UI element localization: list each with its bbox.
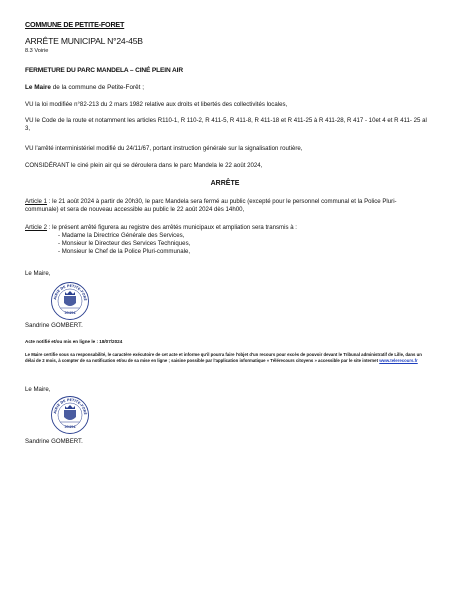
signature-title: Le Maire, bbox=[25, 270, 51, 277]
considerant: CONSIDÉRANT le ciné plein air qui se déroulera dans le parc Mandela le 22 août 2024, bbox=[25, 162, 263, 169]
article-1-label: Article 1 bbox=[25, 198, 48, 205]
article-1 bbox=[25, 198, 428, 214]
recipient-item: - Monsieur le Chef de la Police Pluri-communale, bbox=[58, 248, 191, 255]
document-subject: FERMETURE DU PARC MANDELA – CINÉ PLEIN AIR bbox=[25, 67, 183, 74]
seal-postal-code: 59494 bbox=[64, 311, 76, 315]
legal-notice-text: Le Maire certifie sous sa responsabilité, le caractère exécutoire de cet acte et informe qu'il pourra faire l'objet d'un recours pour excès de pouvoir devant le Tribunal administratif de Lille, dans un délai de 2 mois, à compter de sa notification et/ou de sa mise en ligne ; saisine possible par l'application informatique « Télérecours citoyens » accessible par le site internet bbox=[25, 352, 422, 363]
signature-title: Le Maire, bbox=[25, 386, 51, 393]
mayor-intro-rest: de la commune de Petite-Forêt ; bbox=[50, 84, 145, 91]
arrete-heading: ARRÊTE bbox=[210, 180, 240, 187]
seal-outer-text: AIRIE DE PETITE-FORÊ bbox=[53, 283, 88, 301]
visa-2: VU le Code de la route et notamment les articles R110-1, R 110-2, R 411-5, R 411-8, R 411-18 et R 411-25 à R 411-28, R 417 - 10et 4 et R 411- 25 al 3, bbox=[25, 117, 427, 132]
signatory-name: Sandrine GOMBERT. bbox=[25, 322, 83, 329]
article-2 bbox=[25, 224, 428, 256]
category-label: 8.3 Voirie bbox=[25, 48, 49, 54]
recipient-list bbox=[25, 232, 428, 256]
mairie-seal-icon bbox=[50, 395, 90, 435]
seal-postal-code: 59494 bbox=[64, 425, 76, 429]
legal-notice bbox=[25, 352, 428, 364]
visa-1: VU la loi modifiée n°82-213 du 2 mars 1982 relative aux droits et libertés des collectivités locales, bbox=[25, 101, 288, 108]
seal-outer-text: AIRIE DE PETITE-FORÊ bbox=[53, 397, 88, 415]
mayor-intro-bold: Le Maire bbox=[25, 84, 51, 91]
visa-3: VU l'arrêté interministériel modifié du 24/11/67, portant instruction générale sur la signalisation routière, bbox=[25, 145, 303, 152]
publication-notice: Acte notifié et/ou mis en ligne le : 18/07/2024 bbox=[25, 339, 123, 344]
recipient-item: - Monsieur le Directeur des Services Techniques, bbox=[58, 240, 191, 247]
arrete-number: ARRÊTE MUNICIPAL N°24-45B bbox=[25, 36, 143, 46]
article-1-text: : le 21 août 2024 à partir de 20h30, le parc Mandela sera fermé au public (excepté pour le personnel communal et la Police Pluri-communale) et sera de nouveau accessible au public le 22 août 2024 dès 14h00, bbox=[25, 198, 397, 213]
signatory-name: Sandrine GOMBERT. bbox=[25, 438, 83, 445]
mairie-seal-icon bbox=[50, 281, 90, 321]
telerecours-link[interactable]: www.telerecours.fr bbox=[379, 358, 418, 363]
commune-name: COMMUNE DE PETITE-FORET bbox=[25, 20, 125, 29]
mairie-seal bbox=[50, 281, 90, 324]
article-2-text: : le présent arrêté figurera au registre des arrêtés municipaux et ampliation sera transmis à : bbox=[47, 224, 297, 231]
article-2-label: Article 2 bbox=[25, 224, 48, 231]
recipient-item: - Madame la Directrice Générale des Services, bbox=[58, 232, 185, 239]
mairie-seal bbox=[50, 395, 90, 438]
mayor-intro bbox=[25, 84, 428, 92]
